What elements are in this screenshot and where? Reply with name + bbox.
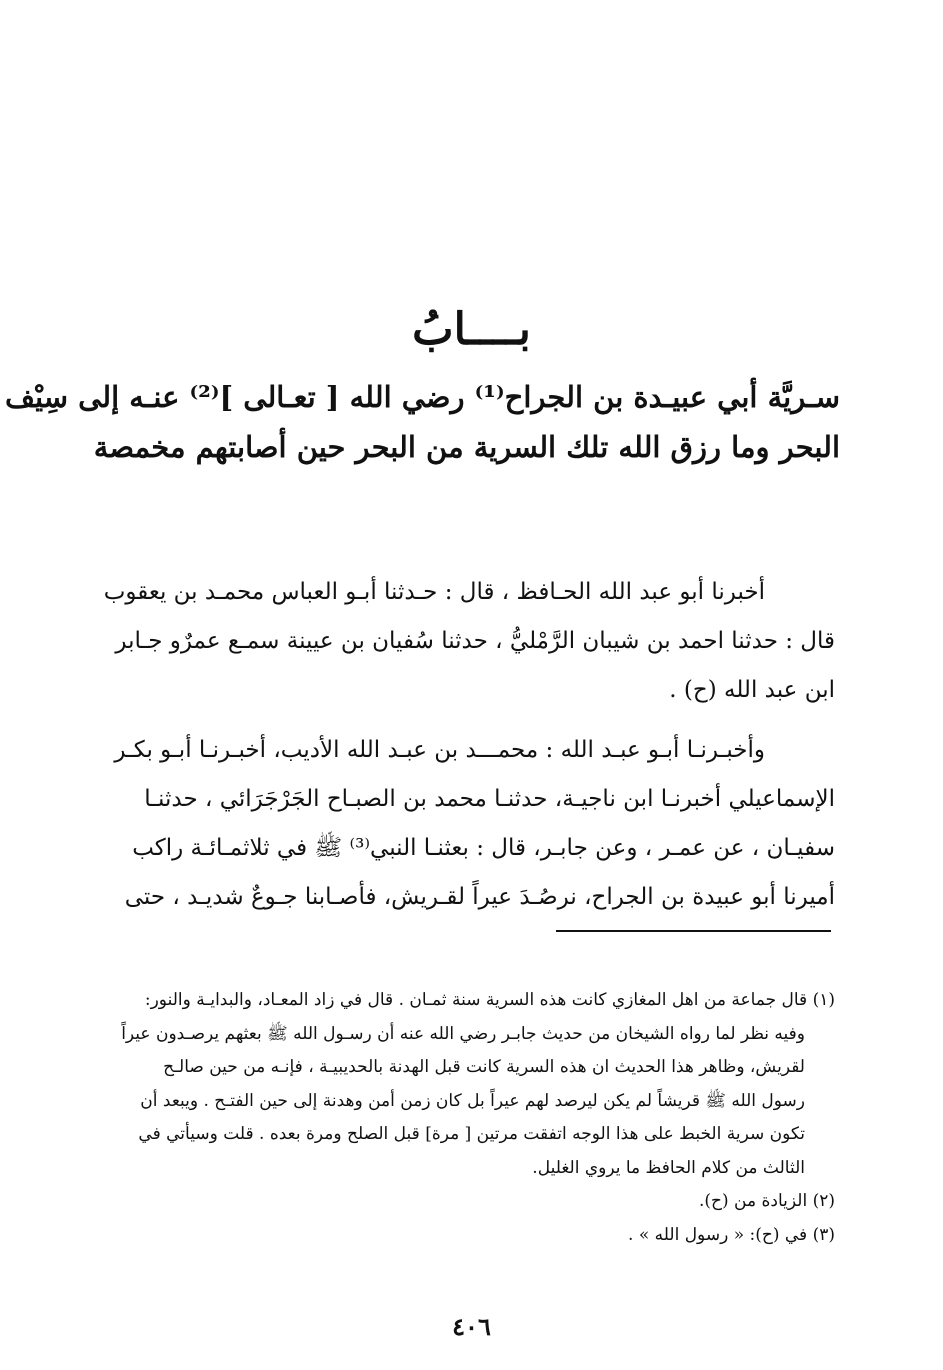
- text-line: أميرنا أبو عبيدة بن الجراح، نرصُـدَ عيراً لقـريش، فأصـابنا جـوعٌ شديـد ، حتى: [124, 884, 835, 910]
- text-line: الإسماعيلي أخبرنـا ابن ناجيـة، حدثنـا محمد بن الصبـاح الجَرْجَرَائي ، حدثنـا: [144, 786, 835, 812]
- text-line: ابن عبد الله (ح) .: [669, 677, 835, 703]
- footnotes: [103, 984, 835, 1252]
- paragraph-2: [100, 726, 835, 922]
- footnote-line: الثالث من كلام الحافظ ما يروي الغليل.: [532, 1157, 805, 1178]
- footnote-line: تكون سرية الخبط على هذا الوجه اتفقت مرتين [ مرة] قبل الصلح ومرة بعده . قلت وسيأتي في: [138, 1124, 805, 1144]
- footnote-line: لقريش، وظاهر هذا الحديث ان هذه السرية كانت قبل الهدنة بالحديبيـة ، فإنـه من حين صالـح: [163, 1057, 805, 1077]
- text-line: سفيـان ، عن عمـر ، وعن جابـر، قال : بعثنـا النبي⁽³⁾ ﷺ في ثلاثمـائـة راكب: [132, 835, 835, 861]
- footnote-line: (٢) الزيادة من (ح).: [699, 1191, 835, 1211]
- footnote-line: (٣) في (ح): « رسول الله » .: [628, 1224, 835, 1245]
- footnote-line: وفيه نظر لما رواه الشيخان من حديث جابـر رضي الله عنه أن رسـول الله ﷺ بعثهم يرصـدون عيراً: [121, 1023, 805, 1044]
- footnote-3: [103, 1219, 835, 1253]
- text-line: وأخبـرنـا أبـو عبـد الله : محمـــد بن عبـد الله الأديب، أخبـرنـا أبـو بكـر: [114, 737, 765, 763]
- footnote-line: (١) قال جماعة من اهل المغازي كانت هذه السرية سنة ثمـان . قال في زاد المعـاد، والبدايـة والنور:: [144, 990, 835, 1010]
- chapter-title-line: سـريَّة أبي عبيـدة بن الجراح⁽¹⁾ رضي الله [ تعـالى ]⁽²⁾ عنـه إلى سِيْف: [4, 380, 840, 414]
- text-line: أخبرنا أبو عبد الله الحـافظ ، قال : حـدثنا أبـو العباس محمـد بن يعقوب: [103, 579, 765, 605]
- chapter-heading-word: بــــابُ: [412, 304, 531, 355]
- footnote-divider: [556, 930, 831, 932]
- chapter-title: [4, 372, 840, 472]
- paragraph-1: [100, 568, 835, 715]
- footnote-2: [103, 1185, 835, 1219]
- text-line: قال : حدثنا احمد بن شيبان الرَّمْليُّ ، حدثنا سُفيان بن عيينة سمـع عمرٌو جـابر: [115, 628, 835, 654]
- chapter-title-line: البحر وما رزق الله تلك السرية من البحر حين أصابتهم مخمصة: [93, 430, 840, 464]
- page-number: ٤٠٦: [452, 1312, 491, 1341]
- main-text: [100, 568, 835, 922]
- footnote-line: رسول الله ﷺ قريشاً لم يكن ليرصد لهم عيراً بل كان زمن أمن وهدنة إلى حين الفتـح . ويبعد أن: [140, 1090, 805, 1111]
- footnote-1: [103, 984, 835, 1185]
